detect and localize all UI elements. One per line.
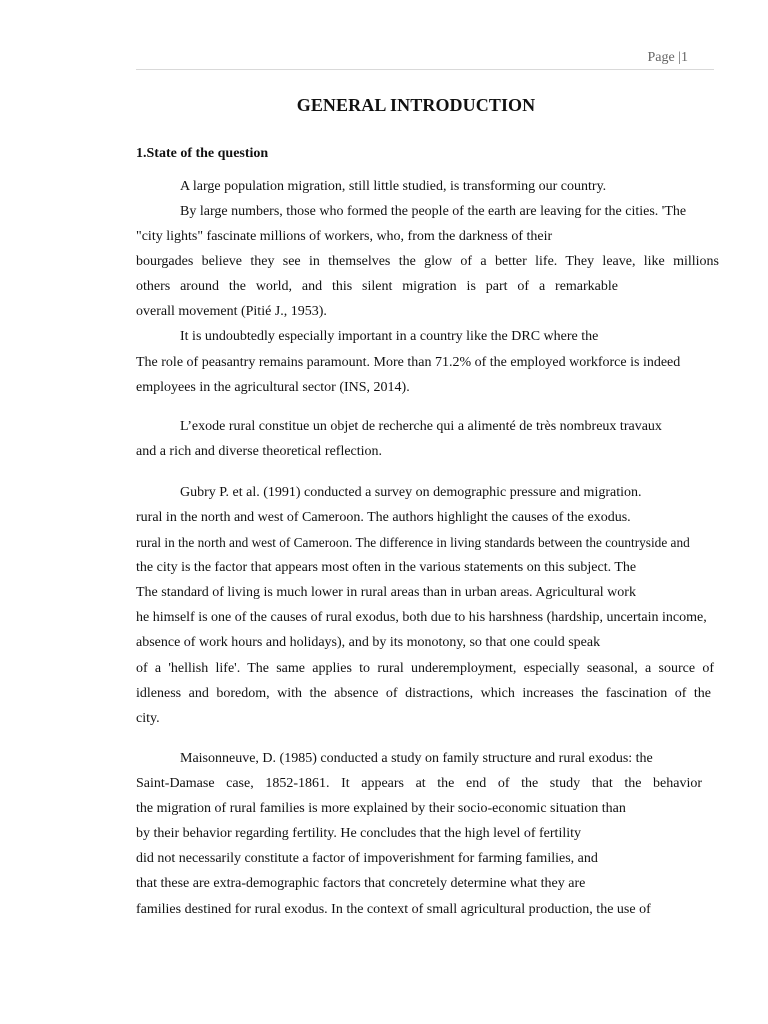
- page-number: Page |1: [647, 50, 688, 65]
- body-line: A large population migration, still little studied, is transforming our country.: [180, 179, 607, 194]
- body-line: overall movement (Pitié J., 1953).: [136, 304, 327, 319]
- body-line: rural in the north and west of Cameroon. The authors highlight the causes of the exodus.: [136, 510, 631, 525]
- body-line: he himself is one of the causes of rural exodus, both due to his harshness (hardship, uncertain income,: [136, 610, 707, 625]
- body-line: The role of peasantry remains paramount. More than 71.2% of the employed workforce is indeed: [136, 355, 681, 370]
- body-line: Saint-Damase case, 1852-1861. It appears at the end of the study that the behavior: [136, 776, 702, 791]
- body-line: Gubry P. et al. (1991) conducted a survey on demographic pressure and migration.: [180, 485, 642, 500]
- body-line: that these are extra-demographic factors that concretely determine what they are: [136, 876, 586, 891]
- body-line: of a 'hellish life'. The same applies to rural underemployment, especially seasonal, a source of: [136, 661, 714, 676]
- body-line: others around the world, and this silent migration is part of a remarkable: [136, 279, 618, 294]
- body-line: by their behavior regarding fertility. He concludes that the high level of fertility: [136, 826, 581, 841]
- body-line: city.: [136, 711, 160, 726]
- section-heading: 1.State of the question: [136, 146, 269, 161]
- page-header: [136, 50, 714, 70]
- body-line: idleness and boredom, with the absence of distractions, which increases the fascination of the: [136, 686, 711, 701]
- body-line: rural in the north and west of Cameroon. The difference in living standards between the countryside and: [136, 535, 690, 550]
- body-line: L’exode rural constitue un objet de recherche qui a alimenté de très nombreux travaux: [180, 419, 662, 434]
- body-line: employees in the agricultural sector (INS, 2014).: [136, 380, 410, 395]
- body-line: It is undoubtedly especially important in a country like the DRC where the: [180, 329, 599, 344]
- body-line: The standard of living is much lower in rural areas than in urban areas. Agricultural work: [136, 585, 636, 600]
- document-title: GENERAL INTRODUCTION: [296, 95, 536, 115]
- body-line: and a rich and diverse theoretical reflection.: [136, 444, 383, 459]
- body-line: bourgades believe they see in themselves the glow of a better life. They leave, like millions: [136, 254, 719, 269]
- body-line: By large numbers, those who formed the people of the earth are leaving for the cities. 'The: [180, 204, 687, 219]
- body-line: the city is the factor that appears most often in the various statements on this subject. The: [136, 560, 637, 575]
- body-line: did not necessarily constitute a factor of impoverishment for farming families, and: [136, 851, 598, 866]
- body-line: absence of work hours and holidays), and by its monotony, so that one could speak: [136, 635, 601, 650]
- body-line: Maisonneuve, D. (1985) conducted a study on family structure and rural exodus: the: [180, 751, 653, 766]
- body-line: the migration of rural families is more explained by their socio-economic situation than: [136, 801, 626, 816]
- body-line: "city lights" fascinate millions of workers, who, from the darkness of their: [136, 229, 553, 244]
- body-line: families destined for rural exodus. In the context of small agricultural production, the use of: [136, 902, 651, 917]
